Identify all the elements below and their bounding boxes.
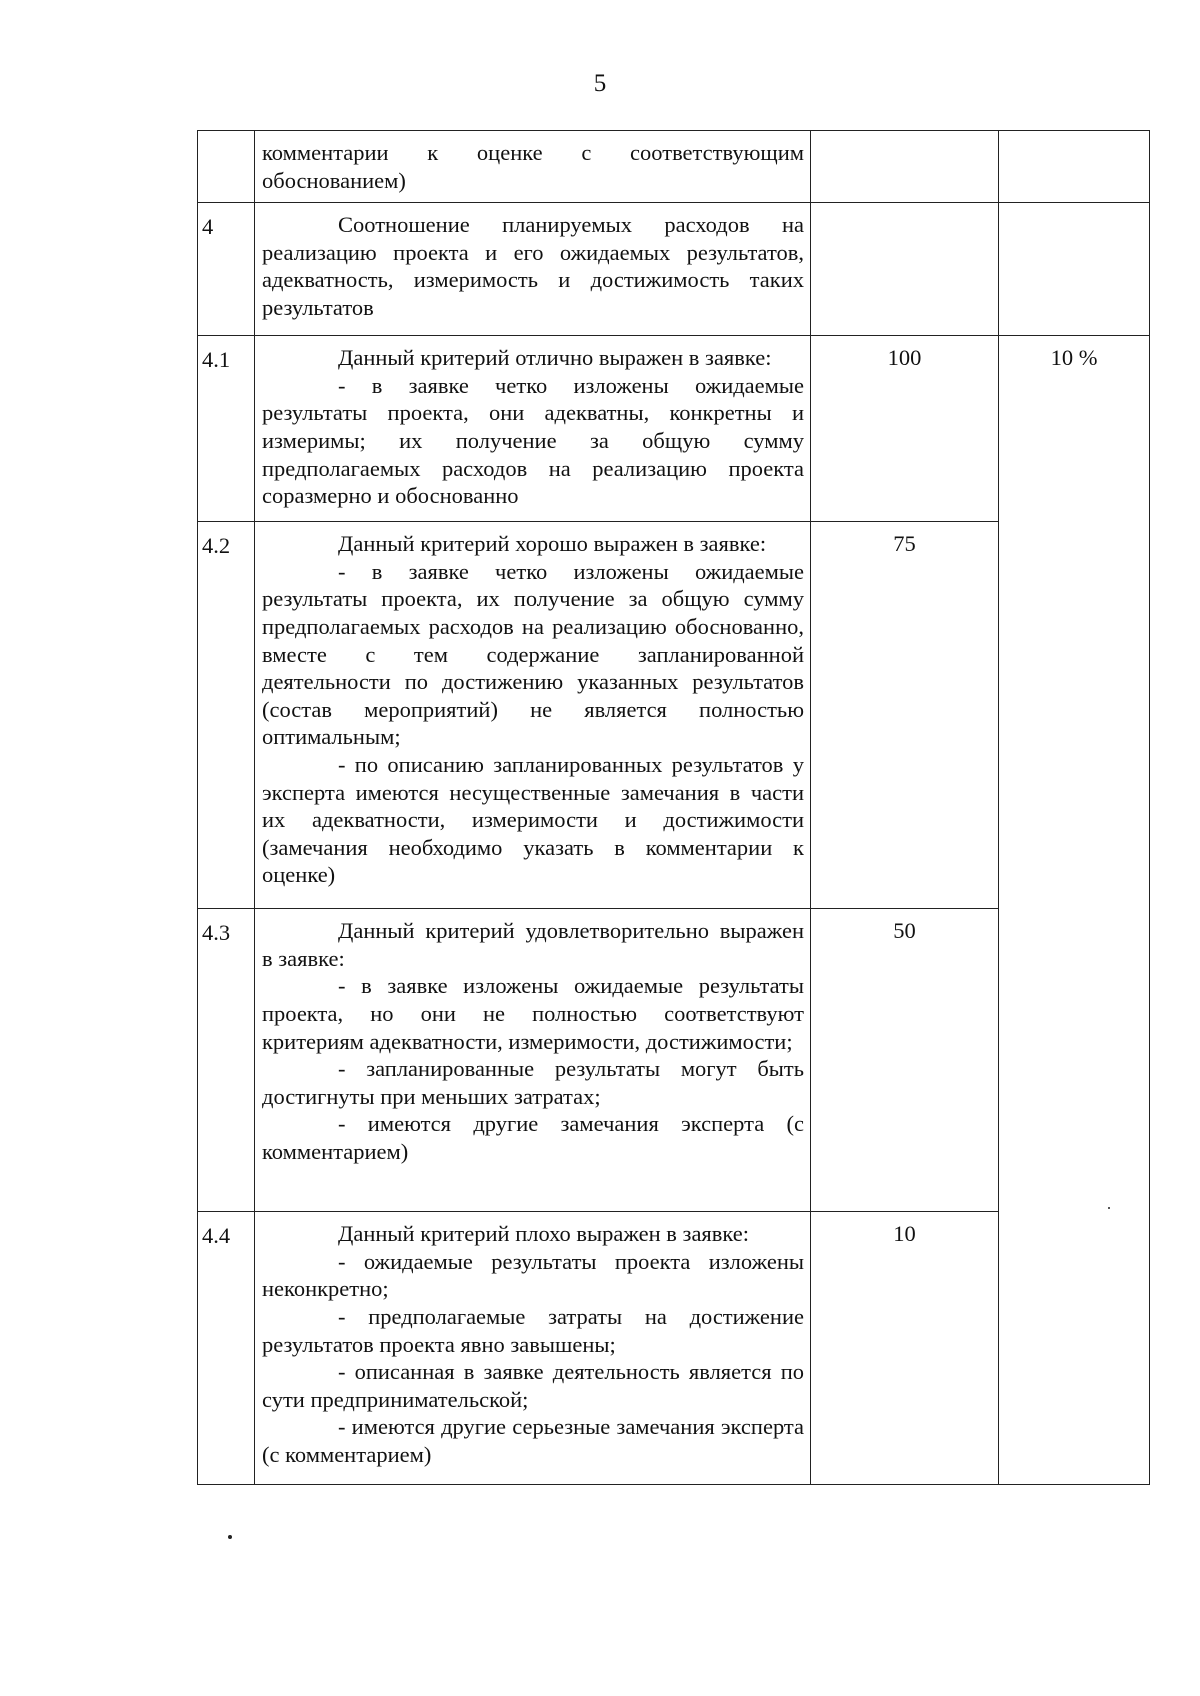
criterion-text	[255, 336, 811, 522]
criterion-text	[255, 1212, 811, 1485]
page-number: 5	[593, 70, 607, 97]
criterion-paragraph: - предполагаемые затраты на достижение результатов проекта явно завышены;	[262, 1303, 804, 1357]
criterion-paragraph: - по описанию запланированных результатов у эксперта имеются несущественные замечания в части их адекватности, измеримости и достижимости (замечания необходимо указать в комментарии к оценке)	[262, 751, 804, 888]
row-number	[198, 131, 255, 203]
row-number: 4.3	[198, 909, 255, 1212]
weight-cell	[999, 203, 1150, 336]
criterion-paragraph: - в заявке четко изложены ожидаемые результаты проекта, они адекватны, конкретны и измеримы; их получение за общую сумму предполагаемых расходов на реализацию проекта соразмерно и обоснованно	[262, 372, 804, 509]
scan-speck	[228, 1535, 232, 1539]
table-row	[198, 336, 1150, 522]
weight-cell: 10 %	[999, 336, 1150, 1485]
criterion-paragraph: - в заявке изложены ожидаемые результаты проекта, но они не полностью соответствуют критериям адекватности, измеримости, достижимости;	[262, 973, 804, 1054]
criterion-paragraph: Данный критерий плохо выражен в заявке:	[338, 1221, 750, 1247]
criterion-paragraph: комментарии к оценке с соответствующим обоснованием)	[262, 140, 804, 193]
criterion-text	[255, 522, 811, 909]
criterion-paragraph: - в заявке четко изложены ожидаемые результаты проекта, их получение за общую сумму предполагаемых расходов на реализацию обоснованно, вместе с тем содержание запланированной деятельности по достижению указанных результатов (состав мероприятий) не является полностью оптимальным;	[262, 558, 804, 750]
row-number: 4.4	[198, 1212, 255, 1485]
score-cell: 10	[811, 1212, 999, 1485]
score-cell	[811, 131, 999, 203]
criterion-paragraph: Данный критерий отлично выражен в заявке:	[338, 345, 772, 371]
criterion-paragraph: Данный критерий хорошо выражен в заявке:	[338, 531, 767, 557]
criterion-paragraph: - ожидаемые результаты проекта изложены неконкретно;	[262, 1248, 804, 1302]
score-cell: 50	[811, 909, 999, 1212]
criteria-table	[197, 130, 1150, 1485]
scan-speck	[1108, 1207, 1110, 1209]
criterion-text	[255, 909, 811, 1212]
score-cell: 100	[811, 336, 999, 522]
criterion-paragraph: - имеются другие замечания эксперта (с комментарием)	[262, 1111, 804, 1164]
criterion-text	[255, 131, 811, 203]
criterion-text	[255, 203, 811, 336]
table-row	[198, 203, 1150, 336]
row-number: 4.2	[198, 522, 255, 909]
criterion-paragraph: Данный критерий удовлетворительно выражен в заявке:	[262, 918, 804, 971]
weight-cell	[999, 131, 1150, 203]
criterion-paragraph: - имеются другие серьезные замечания эксперта (с комментарием)	[262, 1414, 804, 1467]
table-row	[198, 131, 1150, 203]
row-number: 4.1	[198, 336, 255, 522]
score-cell: 75	[811, 522, 999, 909]
score-cell	[811, 203, 999, 336]
criterion-heading: Соотношение планируемых расходов на реализацию проекта и его ожидаемых результатов, адекватность, измеримость и достижимость таких результатов	[262, 212, 804, 320]
criterion-paragraph: - запланированные результаты могут быть достигнуты при меньших затратах;	[262, 1056, 804, 1109]
row-number: 4	[198, 203, 255, 336]
criterion-paragraph: - описанная в заявке деятельность является по сути предпринимательской;	[262, 1359, 804, 1412]
